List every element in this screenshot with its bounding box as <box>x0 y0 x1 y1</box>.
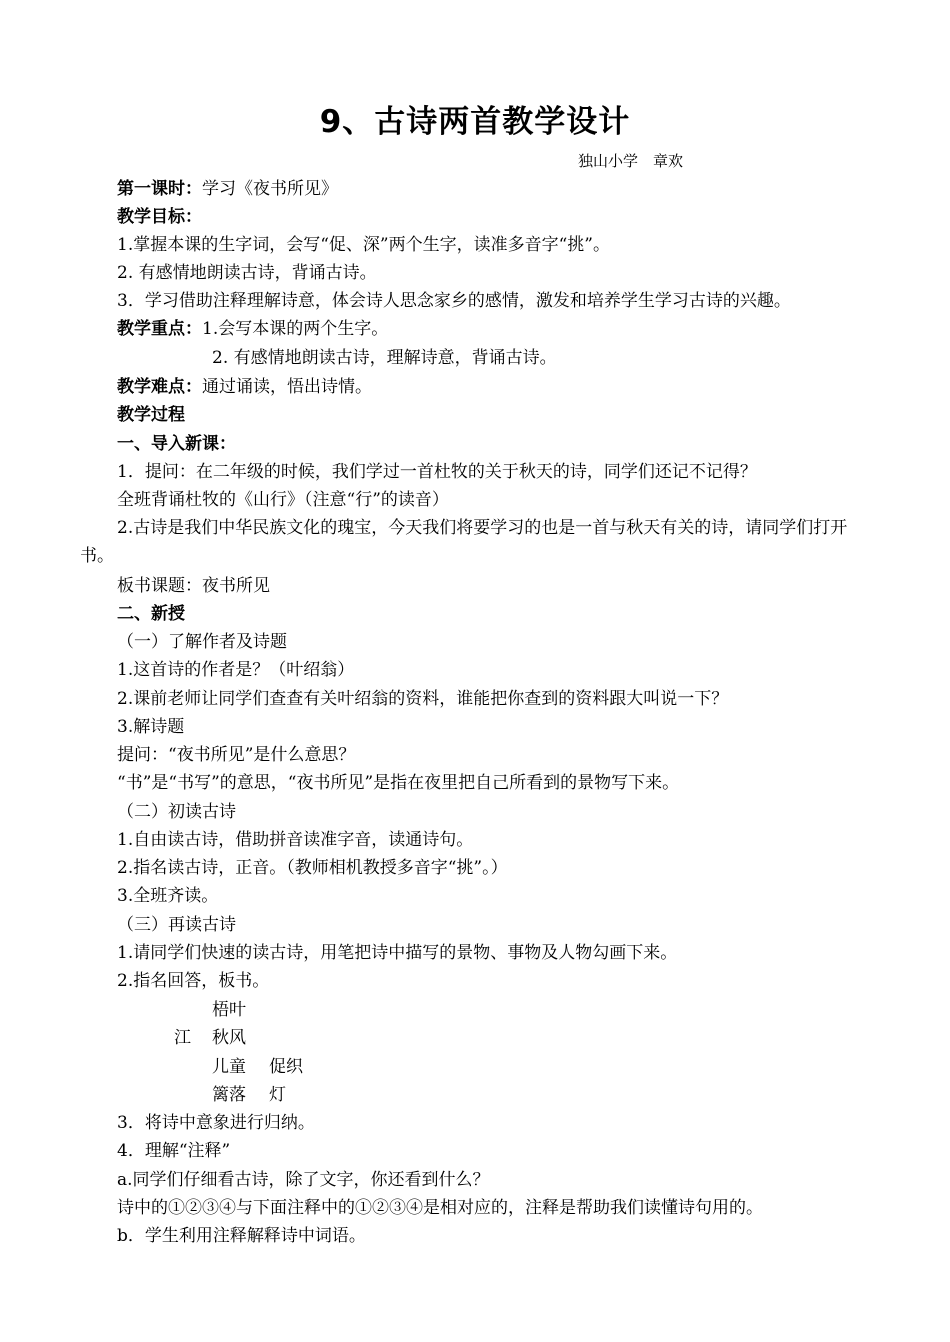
section2-item: 诗中的①②③④与下面注释中的①②③④是相对应的，注释是帮助我们读懂诗句用的。 <box>117 1198 763 1218</box>
difficulty-text: 通过诵读，悟出诗情。 <box>202 377 372 397</box>
goals-heading: 教学目标： <box>117 207 202 227</box>
board-word: 江 <box>174 1028 191 1048</box>
section2-item: 2.指名回答，板书。 <box>117 971 270 991</box>
section2-item: 2.课前老师让同学们查查有关叶绍翁的资料，谁能把你查到的资料跟大叫说一下？ <box>117 689 729 709</box>
section1-item: 全班背诵杜牧的《山行》（注意“行”的读音） <box>117 490 449 510</box>
difficulty-label: 教学难点： <box>117 377 202 397</box>
page-title: 9、古诗两首教学设计 <box>319 104 631 140</box>
section1-item: 板书课题：夜书所见 <box>117 576 270 596</box>
goal-item: 2. 有感情地朗读古诗，背诵古诗。 <box>117 263 377 283</box>
board-word: 灯 <box>269 1085 286 1105</box>
section2-item: 4．理解“注释” <box>117 1141 231 1161</box>
section2-item: 3．将诗中意象进行归纳。 <box>117 1113 315 1133</box>
goal-item: 1.掌握本课的生字词，会写“促、深”两个生字，读准多音字“挑”。 <box>117 235 610 255</box>
key-point-item: 2. 有感情地朗读古诗，理解诗意，背诵古诗。 <box>212 348 557 368</box>
section1-paragraph: 2.古诗是我们中华民族文化的瑰宝，今天我们将要学习的也是一首与秋天有关的诗，请同学们打开书。 <box>80 518 848 566</box>
section1-heading: 一、导入新课： <box>117 434 236 454</box>
key-points-label: 教学重点： <box>117 319 202 339</box>
section2-item: “书”是“书写”的意思，“夜书所见”是指在夜里把自己所看到的景物写下来。 <box>117 773 680 793</box>
section2-item: 3.全班齐读。 <box>117 886 219 906</box>
lesson-line <box>117 178 338 200</box>
board-word: 梧叶 <box>212 1000 246 1020</box>
author-line: 独山小学 章欢 <box>578 152 684 170</box>
section2-item: （一）了解作者及诗题 <box>117 632 287 652</box>
difficulty-line <box>117 376 372 398</box>
section1-item: 1．提问：在二年级的时候，我们学过一首杜牧的关于秋天的诗，同学们还记不记得？ <box>117 462 757 482</box>
section2-item: （二）初读古诗 <box>117 802 236 822</box>
process-heading: 教学过程 <box>117 405 185 425</box>
section2-item: 1.这首诗的作者是？（叶绍翁） <box>117 660 355 680</box>
board-word: 促织 <box>269 1057 303 1077</box>
goal-item: 3．学习借助注释理解诗意，体会诗人思念家乡的感情，激发和培养学生学习古诗的兴趣。 <box>117 291 791 311</box>
board-word: 篱落 <box>212 1085 246 1105</box>
section2-item: （三）再读古诗 <box>117 915 236 935</box>
section2-item: 1.请同学们快速的读古诗，用笔把诗中描写的景物、事物及人物勾画下来。 <box>117 943 678 963</box>
key-point-item: 1.会写本课的两个生字。 <box>202 319 389 339</box>
section2-heading: 二、新授 <box>117 604 185 624</box>
lesson-label: 第一课时： <box>117 179 202 199</box>
section2-item: a.同学们仔细看古诗，除了文字，你还看到什么？ <box>117 1170 490 1190</box>
section2-item: 提问：“夜书所见”是什么意思？ <box>117 745 356 765</box>
key-points-line <box>117 318 388 340</box>
section2-item: 2.指名读古诗，正音。（教师相机教授多音字“挑”。） <box>117 858 508 878</box>
section2-item: 1.自由读古诗，借助拼音读准字音，读通诗句。 <box>117 830 474 850</box>
section2-item: b．学生利用注释解释诗中词语。 <box>117 1226 366 1246</box>
board-word: 秋风 <box>212 1028 246 1048</box>
lesson-text: 学习《夜书所见》 <box>202 179 338 199</box>
section2-item: 3.解诗题 <box>117 717 185 737</box>
board-word: 儿童 <box>212 1057 246 1077</box>
